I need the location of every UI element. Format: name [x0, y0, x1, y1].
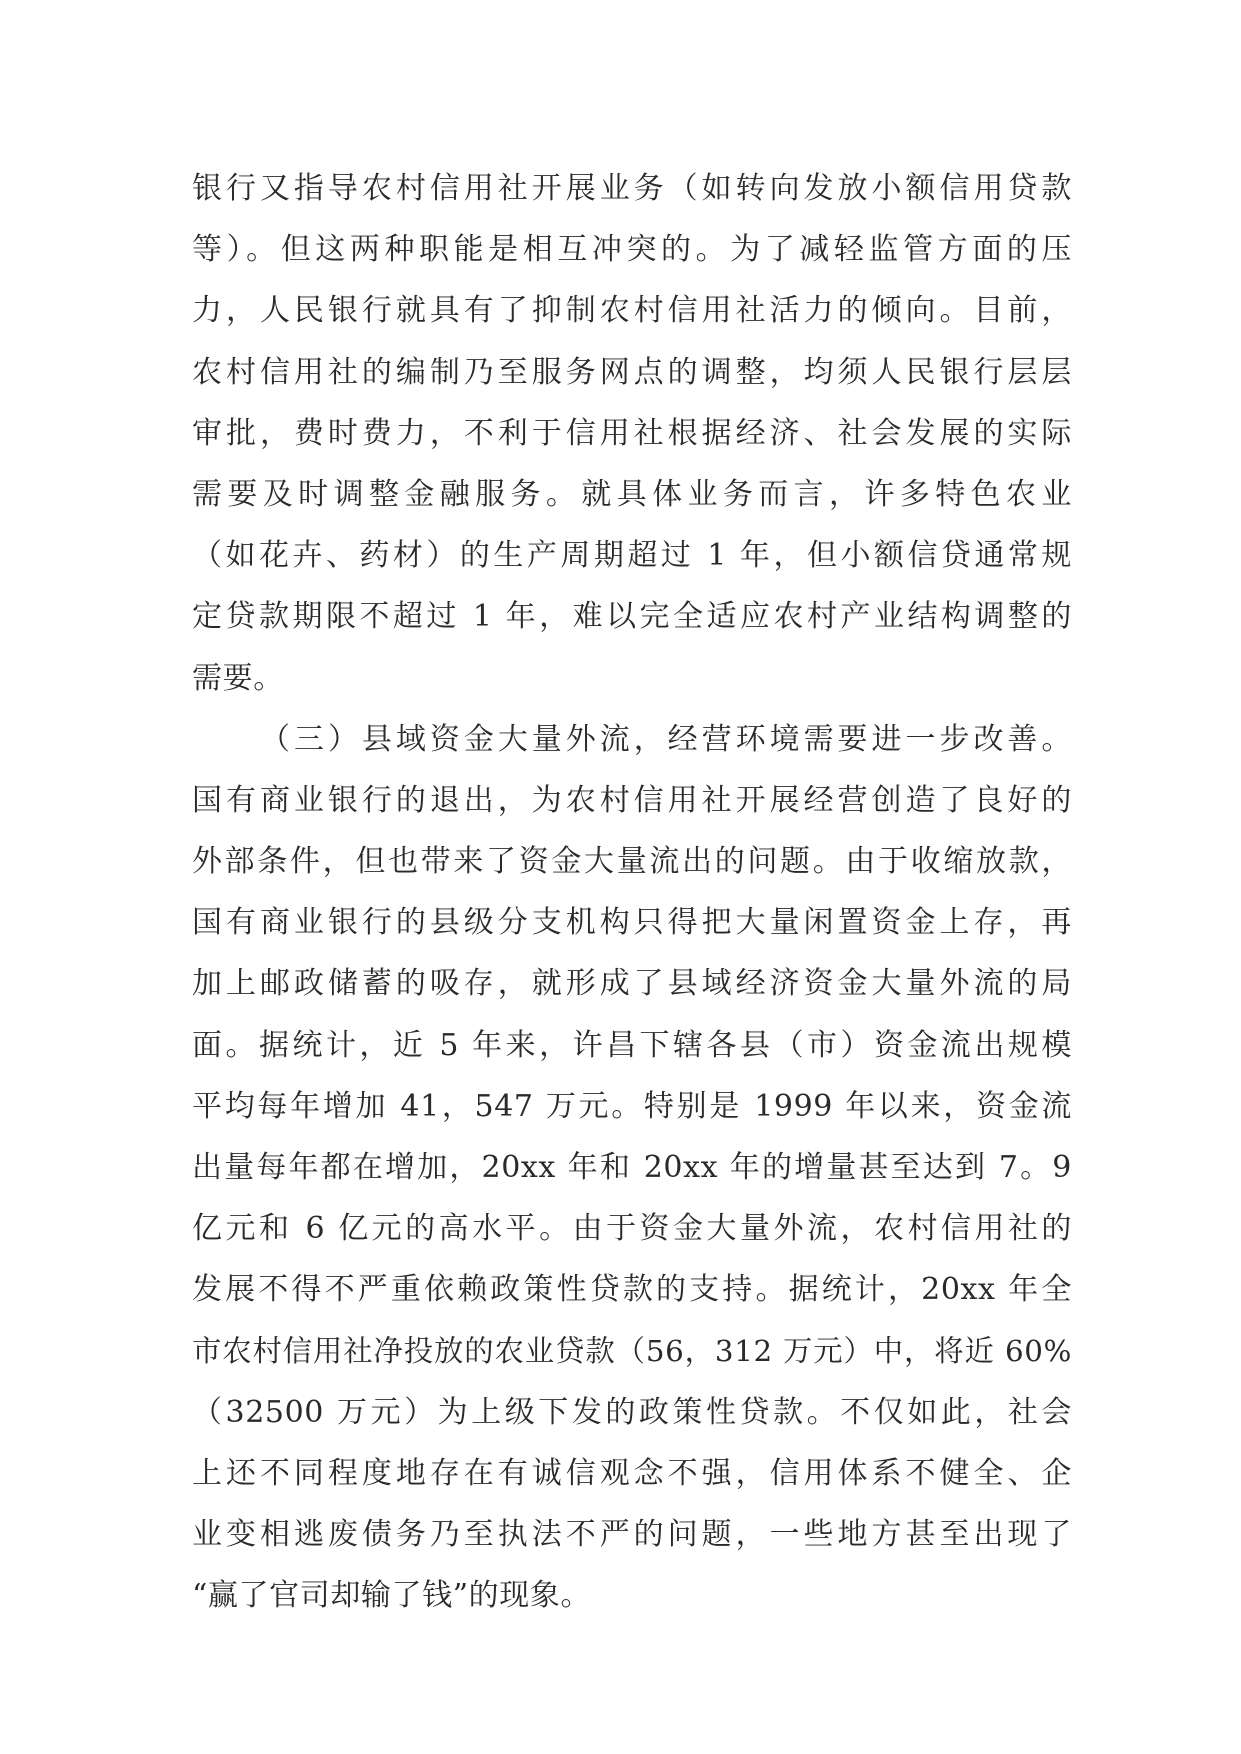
- text-line: 市农村信用社净投放的农业贷款（56，312 万元）中，将近 60%: [192, 1333, 1072, 1368]
- text-line: 上还不同程度地存在有诚信观念不强，信用体系不健全、企: [192, 1455, 1072, 1491]
- text-line: 亿元和 6 亿元的高水平。由于资金大量外流，农村信用社的: [192, 1211, 1072, 1247]
- text-line: 发展不得不严重依赖政策性贷款的支持。据统计，20xx 年全: [192, 1272, 1072, 1308]
- body-text: [192, 158, 1072, 1627]
- text-line: “赢了官司却输了钱”的现象。: [192, 1578, 592, 1614]
- text-line: 等）。但这两种职能是相互冲突的。为了减轻监管方面的压: [192, 232, 1072, 268]
- text-line: 加上邮政储蓄的吸存，就形成了县域经济资金大量外流的局: [192, 966, 1072, 1002]
- text-line: 力，人民银行就具有了抑制农村信用社活力的倾向。目前，: [192, 293, 1072, 329]
- text-line: 出量每年都在增加，20xx 年和 20xx 年的增量甚至达到 7。9: [192, 1150, 1072, 1185]
- text-line: 平均每年增加 41，547 万元。特别是 1999 年以来，资金流: [192, 1088, 1072, 1124]
- paragraph-heading-line: （三）县域资金大量外流，经营环境需要进一步改善。: [260, 721, 1072, 757]
- text-line: 定贷款期限不超过 1 年，难以完全适应农村产业结构调整的: [192, 599, 1072, 635]
- text-line: 业变相逃废债务乃至执法不严的问题，一些地方甚至出现了: [192, 1517, 1072, 1553]
- text-line: 外部条件，但也带来了资金大量流出的问题。由于收缩放款，: [192, 844, 1072, 880]
- text-line: 银行又指导农村信用社开展业务（如转向发放小额信用贷款: [192, 171, 1072, 206]
- text-line: 国有商业银行的退出，为农村信用社开展经营创造了良好的: [192, 782, 1072, 818]
- text-line: 农村信用社的编制乃至服务网点的调整，均须人民银行层层: [192, 354, 1072, 390]
- text-line: 需要。: [192, 660, 284, 696]
- text-line: （如花卉、药材）的生产周期超过 1 年，但小额信贷通常规: [192, 538, 1072, 574]
- text-line: （32500 万元）为上级下发的政策性贷款。不仅如此，社会: [192, 1394, 1072, 1430]
- text-line: 审批，费时费力，不利于信用社根据经济、社会发展的实际: [192, 415, 1072, 451]
- text-line: 面。据统计，近 5 年来，许昌下辖各县（市）资金流出规模: [192, 1027, 1072, 1063]
- text-line: 需要及时调整金融服务。就具体业务而言，许多特色农业: [192, 476, 1072, 512]
- text-line: 国有商业银行的县级分支机构只得把大量闲置资金上存，再: [192, 905, 1072, 941]
